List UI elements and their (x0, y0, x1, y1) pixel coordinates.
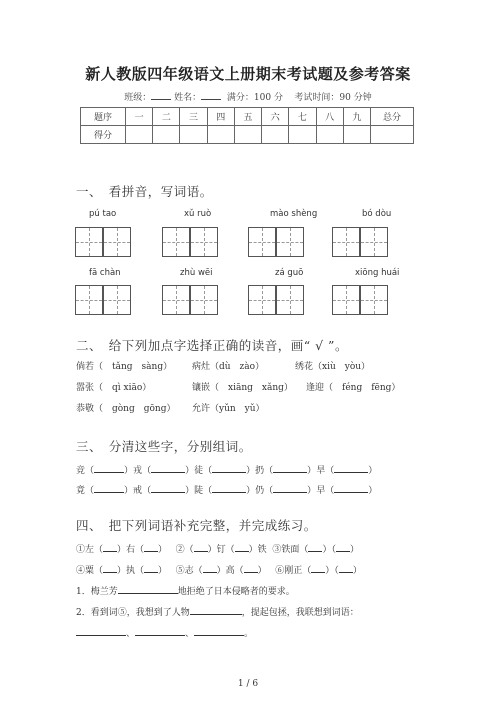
reading-item[interactable]: 病灶（dù zào） (192, 362, 265, 372)
char: 竞 (76, 466, 86, 476)
answer-blank[interactable] (94, 483, 124, 493)
separator: 、 (185, 629, 195, 639)
word-group-row: 竞（ ）戎（ ）徒（ ）扔（ ）旱（ ） (76, 463, 377, 476)
idiom-text: ） (349, 545, 359, 555)
answer-blank[interactable] (151, 483, 185, 493)
section3-title: 三、 分清这些字，分别组词。 (76, 439, 252, 454)
char: 戎 (133, 466, 143, 476)
score-cell[interactable] (262, 126, 289, 144)
reading-item[interactable]: 恭敬（ gòng gōng） (76, 404, 176, 414)
answer-blank[interactable] (94, 463, 124, 473)
idiom-text: ）高（ (216, 566, 244, 576)
pinyin-label: xiōng huái (355, 268, 400, 278)
idiom-blank[interactable] (144, 542, 158, 552)
score-header: 二 (153, 108, 180, 126)
idiom-text: ）执（ (117, 566, 145, 576)
idiom-text: ①左（ (76, 545, 104, 555)
word-group-row: 竟（ ）戒（ ）陡（ ）仍（ ）早（ ） (76, 483, 377, 496)
idiom-row (76, 563, 362, 576)
pinyin-label: fā chàn (89, 268, 121, 278)
answer-blank[interactable] (334, 483, 368, 493)
score-label: 满分：100 分 (226, 93, 283, 103)
score-header: 七 (289, 108, 316, 126)
score-cell[interactable] (343, 126, 370, 144)
grid-cell[interactable] (360, 285, 388, 315)
question-2 (76, 605, 359, 618)
idiom-text: ）（ (325, 566, 339, 576)
grid-cell[interactable] (248, 285, 276, 315)
idiom-text: ⑥刚正（ (275, 566, 312, 576)
time-label: 考试时间：90 分钟 (294, 93, 372, 103)
idiom-blank[interactable] (336, 542, 350, 552)
grid-cell[interactable] (276, 285, 304, 315)
pinyin-label: zá guō (275, 268, 304, 278)
reading-item[interactable]: 嚣张（ qì xiāo） (76, 383, 152, 393)
answer-blank[interactable] (76, 626, 126, 636)
score-row (81, 126, 414, 144)
section1-title: 一、 看拼音，写词语。 (76, 184, 213, 199)
idiom-blank[interactable] (103, 542, 117, 552)
grid-cell[interactable] (332, 285, 360, 315)
score-header: 总分 (371, 108, 414, 126)
answer-blank[interactable] (118, 584, 178, 594)
char: 竟 (76, 486, 86, 496)
grid-cell[interactable] (360, 227, 388, 257)
answer-blank[interactable] (212, 483, 246, 493)
score-cell[interactable] (234, 126, 261, 144)
question-text: 地拒绝了日本侵略者的要求。 (177, 587, 295, 597)
score-cell[interactable] (289, 126, 316, 144)
idiom-blank[interactable] (311, 563, 325, 573)
score-cell[interactable] (153, 126, 180, 144)
idiom-text: ）铁 (248, 545, 267, 555)
grid-cell[interactable] (75, 285, 103, 315)
answer-blank[interactable] (273, 463, 307, 473)
reading-item[interactable]: 允许（yǔn yǔ） (192, 404, 265, 414)
idiom-text: ） (158, 566, 168, 576)
grid-cell[interactable] (103, 285, 131, 315)
grid-cell[interactable] (276, 227, 304, 257)
question-text: 1．梅兰芳 (76, 587, 118, 597)
exam-info (0, 90, 496, 103)
name-blank[interactable] (201, 91, 221, 100)
score-header: 一 (126, 108, 153, 126)
idiom-text: ）钉（ (207, 545, 235, 555)
score-header: 八 (316, 108, 343, 126)
class-blank[interactable] (151, 91, 171, 100)
idiom-text: ）右（ (117, 545, 145, 555)
score-header: 四 (207, 108, 234, 126)
idiom-blank[interactable] (244, 563, 258, 573)
score-header: 六 (262, 108, 289, 126)
char: 旱 (316, 466, 326, 476)
answer-blank[interactable] (194, 626, 244, 636)
answer-blank[interactable] (273, 483, 307, 493)
separator: 。 (244, 629, 254, 639)
pinyin-label: xǔ ruò (184, 209, 212, 219)
reading-item[interactable]: 逢迎（ féng fēng） (306, 383, 401, 393)
answer-blank[interactable] (334, 463, 368, 473)
page-number: 1 / 6 (237, 679, 259, 689)
score-cell[interactable] (180, 126, 207, 144)
char: 徒 (194, 466, 204, 476)
idiom-text: ）（ (322, 545, 336, 555)
grid-cell[interactable] (248, 227, 276, 257)
char: 戒 (133, 486, 143, 496)
idiom-row (76, 542, 359, 555)
name-label: 姓名： (174, 93, 202, 103)
idiom-blank[interactable] (203, 563, 217, 573)
score-header: 三 (180, 108, 207, 126)
answer-blank[interactable] (190, 605, 242, 615)
score-cell[interactable] (207, 126, 234, 144)
char: 陡 (194, 486, 204, 496)
grid-cell[interactable] (190, 285, 218, 315)
score-table (80, 107, 414, 144)
idiom-text: ） (257, 566, 267, 576)
idiom-blank[interactable] (144, 563, 158, 573)
idiom-blank[interactable] (235, 542, 249, 552)
idiom-blank[interactable] (308, 542, 322, 552)
pinyin-label: pú tao (89, 209, 117, 219)
score-header: 九 (343, 108, 370, 126)
idiom-text: ②（ (175, 545, 194, 555)
grid-cell[interactable] (190, 227, 218, 257)
answer-blank[interactable] (151, 463, 185, 473)
idiom-blank[interactable] (103, 563, 117, 573)
separator: 、 (126, 629, 136, 639)
score-header-row (81, 108, 414, 126)
grid-cell[interactable] (162, 285, 190, 315)
score-row-label: 得分 (81, 126, 126, 144)
pinyin-label: mào shèng (270, 209, 318, 219)
reading-item[interactable]: 绣花（xiù yòu） (295, 362, 371, 372)
reading-item[interactable]: 倘若（ tǎng sàng） (76, 362, 173, 372)
grid-cell[interactable] (103, 227, 131, 257)
grid-cell[interactable] (162, 227, 190, 257)
score-cell[interactable] (371, 126, 414, 144)
score-header: 五 (234, 108, 261, 126)
score-header: 题序 (81, 108, 126, 126)
pinyin-label: bó dòu (362, 209, 392, 219)
question-text: ，提起包拯，我联想到词语： (241, 608, 359, 618)
idiom-text: ④粟（ (76, 566, 104, 576)
idiom-text: ⑤志（ (175, 566, 203, 576)
section4-title: 四、 把下列词语补充完整，并完成练习。 (76, 518, 317, 533)
question-text: 2．看到词⑤，我想到了人物 (76, 608, 190, 618)
answer-blank[interactable] (135, 626, 185, 636)
score-cell[interactable] (126, 126, 153, 144)
idiom-text: ） (158, 545, 168, 555)
section2-title: 二、 给下列加点字选择正确的读音，画“ √ ”。 (76, 338, 348, 353)
char: 扔 (255, 466, 265, 476)
question-1 (76, 584, 295, 597)
score-cell[interactable] (316, 126, 343, 144)
idiom-text: ③铁面（ (272, 545, 309, 555)
pinyin-label: zhù wēi (180, 268, 213, 278)
idiom-blank[interactable] (339, 563, 353, 573)
idiom-blank[interactable] (194, 542, 208, 552)
reading-item[interactable]: 镶嵌（ xiāng xǎng） (192, 383, 293, 393)
class-label: 班级： (124, 93, 152, 103)
page-title: 新人教版四年级语文上册期末考试题及参考答案 (85, 65, 411, 83)
grid-cell[interactable] (75, 227, 103, 257)
question-2-answers (76, 626, 253, 639)
answer-blank[interactable] (212, 463, 246, 473)
char: 早 (316, 486, 326, 496)
grid-cell[interactable] (332, 227, 360, 257)
char: 仍 (255, 486, 265, 496)
idiom-text: ） (352, 566, 362, 576)
